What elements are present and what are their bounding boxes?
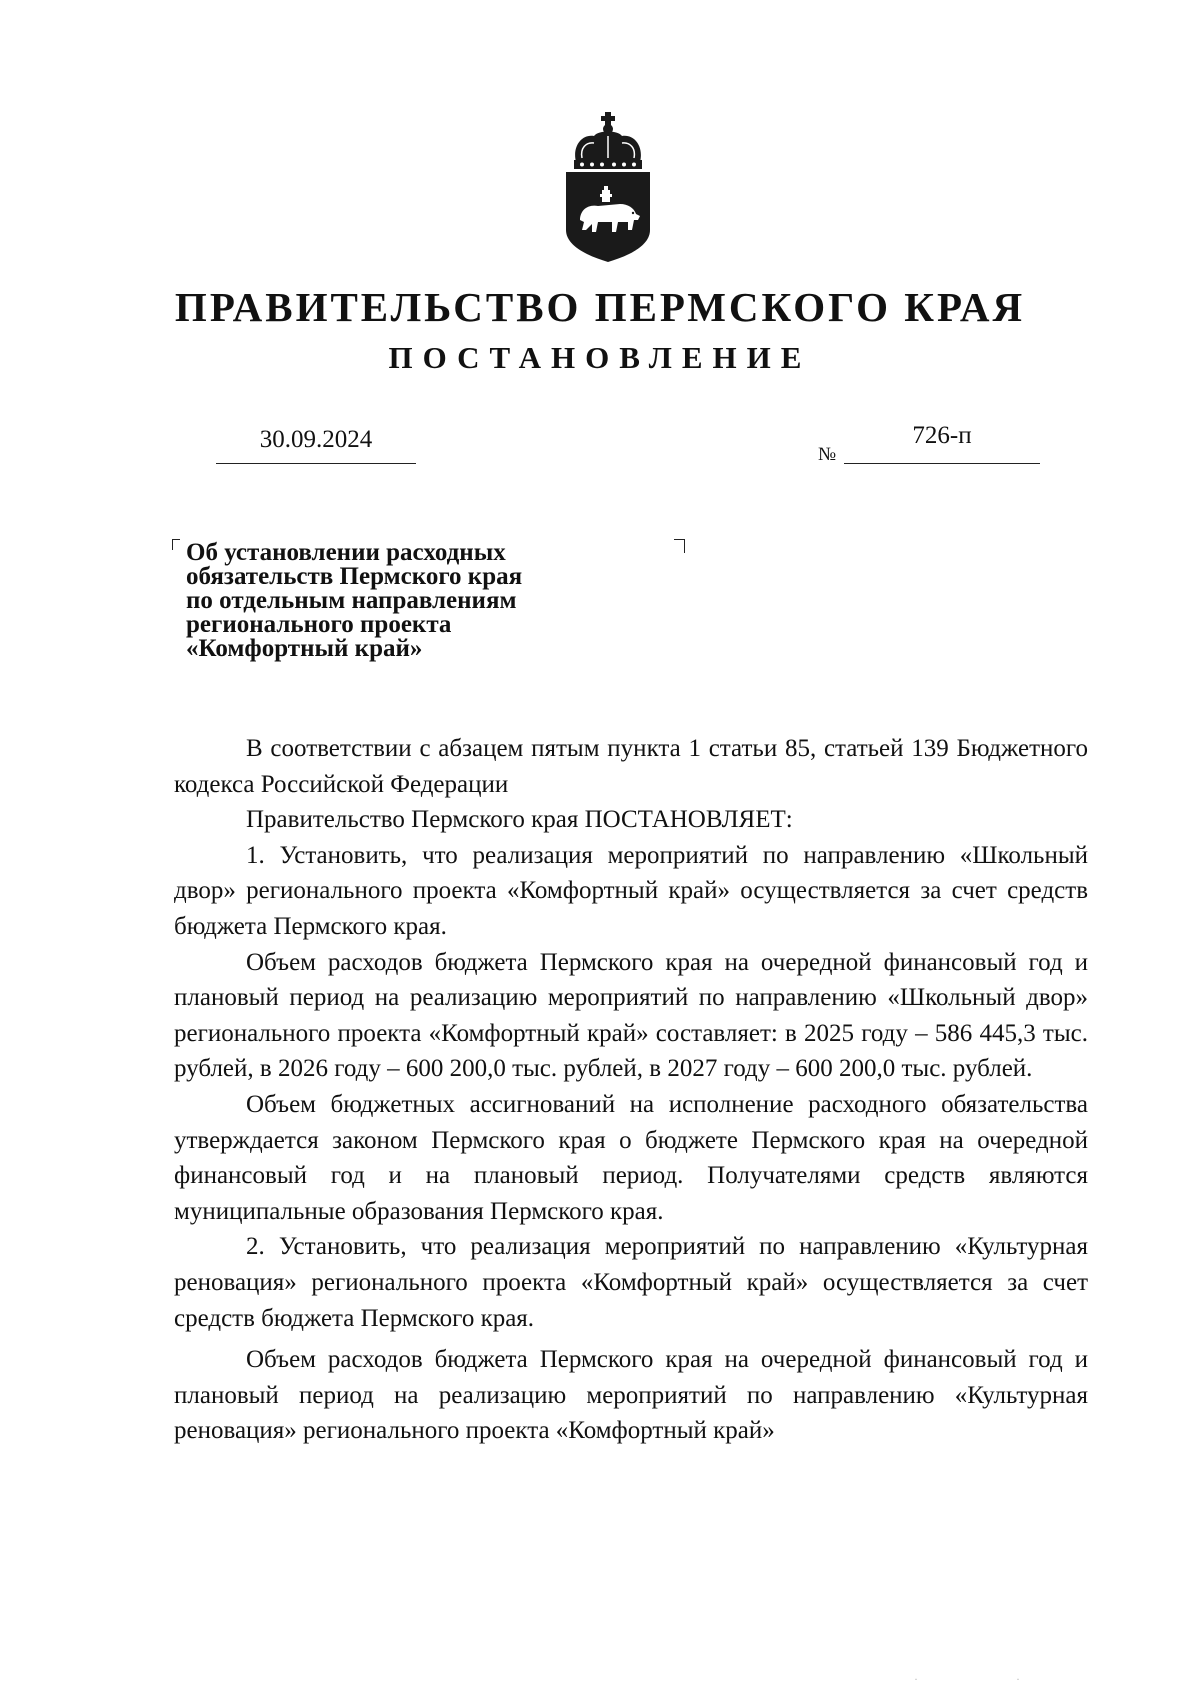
- subject-bracket-right: [674, 539, 685, 553]
- organization-title: ПРАВИТЕЛЬСТВО ПЕРМСКОГО КРАЯ: [174, 284, 1026, 330]
- scan-artifact: ·: [914, 1672, 918, 1686]
- number-sign: №: [818, 444, 837, 465]
- scan-artifact: ·: [1016, 1672, 1020, 1686]
- document-number: 726-п: [912, 422, 972, 449]
- number-underline: [844, 463, 1040, 464]
- date-underline: [216, 463, 416, 464]
- subject-line: по отдельным направлениям: [186, 587, 517, 614]
- subject-line: «Комфортный край»: [186, 635, 423, 662]
- body-paragraph-preamble: В соответствии с абзацем пятым пункта 1 статьи 85, статьей 139 Бюджетного кодекса Российской Федерации: [174, 735, 1088, 798]
- document-type-title: ПОСТАНОВЛЕНИЕ: [388, 340, 812, 375]
- document-date: 30.09.2024: [259, 426, 373, 453]
- subject-line: обязательств Пермского края: [186, 563, 523, 590]
- body-paragraph-item-2: 2. Установить, что реализация мероприятий по направлению «Культурная реновация» регионального проекта «Комфортный край» осуществляется за счет средств бюджета Пермского края.: [174, 1233, 1088, 1332]
- body-paragraph-item-1-volume: Объем расходов бюджета Пермского края на очередной финансовый год и плановый период на реализацию мероприятий по направлению «Школьный двор» регионального проекта «Комфортный край» составляет: в 2025 году – 586 445,3 тыс. рублей, в 2026 году – 600 200,0 тыс. рублей, в 2027 году – 600 200,0 тыс. рублей.: [174, 948, 1088, 1083]
- subject-line: Об установлении расходных: [186, 539, 506, 566]
- subject-line: регионального проекта: [186, 611, 452, 638]
- body-paragraph-resolves: Правительство Пермского края ПОСТАНОВЛЯЕТ:: [246, 806, 793, 834]
- subject-bracket-left: [172, 539, 180, 550]
- body-paragraph-item-1: 1. Установить, что реализация мероприятий по направлению «Школьный двор» регионального проекта «Комфортный край» осуществляется за счет средств бюджета Пермского края.: [174, 841, 1088, 940]
- body-paragraph-item-2-volume: Объем расходов бюджета Пермского края на очередной финансовый год и плановый период на реализацию мероприятий по направлению «Культурная реновация» регионального проекта «Комфортный край»: [174, 1346, 1088, 1445]
- document-body: [174, 731, 1088, 1449]
- document-subject: [186, 541, 626, 661]
- perm-krai-coat-of-arms-icon: [562, 112, 654, 262]
- body-paragraph-item-1-appropriations: Объем бюджетных ассигнований на исполнение расходного обязательства утверждается законом Пермского края о бюджете Пермского края на очередной финансовый год и на плановый период. Получателями средств являются муниципальные образования Пермского края.: [174, 1090, 1088, 1225]
